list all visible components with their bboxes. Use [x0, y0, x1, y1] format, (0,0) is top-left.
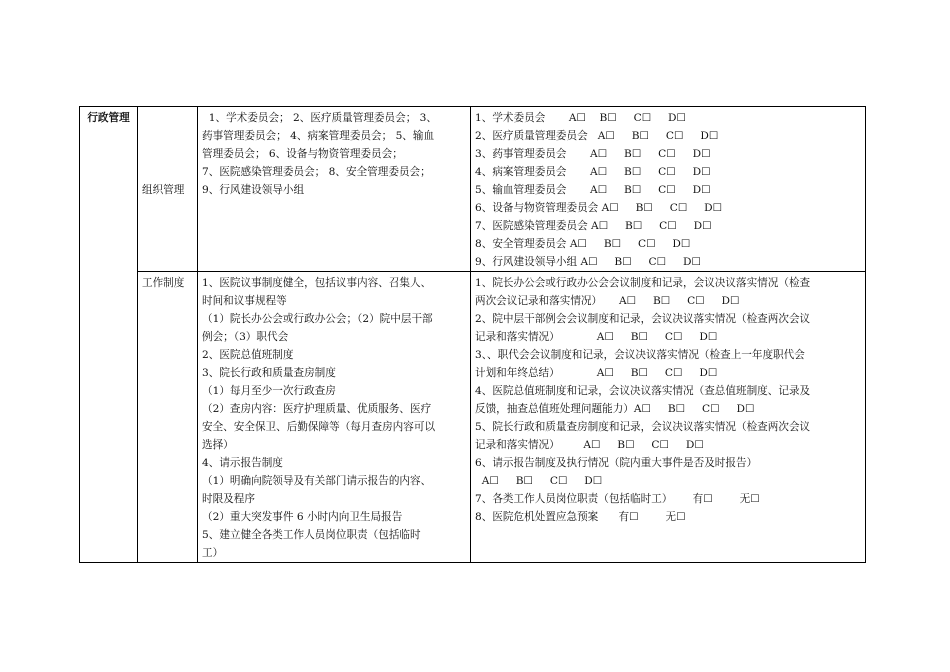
table-row [80, 272, 866, 563]
check-line: 4、病案管理委员会 A☐ B☐ C☐ D☐ [475, 166, 711, 178]
standard-line: 3、院长行政和质量查房制度 [202, 367, 336, 379]
standard-line: 时限及程序 [202, 493, 255, 505]
check-line: 7、各类工作人员岗位职责（包括临时工） 有☐ 无☐ [475, 493, 760, 505]
standard-line: 9、行风建设领导小组 [202, 184, 305, 196]
standard-cell [198, 272, 471, 563]
standard-line: （2）重大突发事件 6 小时内向卫生局报告 [202, 511, 403, 523]
check-line: 2、院中层干部例会会议制度和记录，会议决议落实情况（检查两次会议 [475, 313, 811, 325]
check-line: 5、院长行政和质量查房制度和记录，会议决议落实情况（检查两次会议 [475, 421, 811, 433]
standard-line: （1）明确向院领导及有关部门请示报告的内容、 [202, 475, 432, 487]
check-line: 1、学术委员会 A☐ B☐ C☐ D☐ [475, 112, 687, 124]
standard-line: 7、医院感染管理委员会； 8、安全管理委员会； [202, 166, 431, 178]
check-line: 6、设备与物资管理委员会 A☐ B☐ C☐ D☐ [475, 202, 723, 214]
standard-line: 1、医院议事制度健全，包括议事内容、召集人、 [202, 277, 432, 289]
check-cell [471, 272, 866, 563]
table-row [80, 107, 866, 272]
subcategory-cell [138, 272, 198, 563]
standard-line: 2、医院总值班制度 [202, 349, 294, 361]
check-line: 3、药事管理委员会 A☐ B☐ C☐ D☐ [475, 148, 711, 160]
standard-line: 时间和议事规程等 [202, 295, 287, 307]
standard-line: 管理委员会； 6、设备与物资管理委员会； [202, 148, 403, 160]
evaluation-table [79, 106, 866, 563]
standard-line: 5、建立健全各类工作人员岗位职责（包括临时 [202, 529, 421, 541]
check-line: 4、医院总值班制度和记录，会议决议落实情况（查总值班制度、记录及 [475, 385, 811, 397]
check-line: 计划和年终总结） A☐ B☐ C☐ D☐ [475, 367, 718, 379]
standard-line: 选择） [202, 439, 234, 451]
check-line: 3、、职代会会议制度和记录，会议决议落实情况（检查上一年度职代会 [475, 349, 805, 361]
check-line: 反馈，抽查总值班处理问题能力）A☐ B☐ C☐ D☐ [475, 403, 755, 415]
standard-line: 例会；（3）职代会 [202, 331, 289, 343]
check-line: 8、医院危机处置应急预案 有☐ 无☐ [475, 511, 686, 523]
subcategory-label: 工作制度 [142, 277, 185, 289]
standard-line: （1）院长办公会或行政办公会；（2）院中层干部 [202, 313, 433, 325]
check-line: 5、输血管理委员会 A☐ B☐ C☐ D☐ [475, 184, 711, 196]
standard-line: 1、学术委员会； 2、医疗质量管理委员会； 3、 [202, 112, 437, 124]
standard-line: 药事管理委员会； 4、病案管理委员会； 5、输血 [202, 130, 435, 142]
category-cell [80, 107, 138, 563]
standard-line: 工） [202, 547, 224, 559]
category-label: 行政管理 [87, 112, 130, 124]
check-line: 8、安全管理委员会 A☐ B☐ C☐ D☐ [475, 238, 691, 250]
standard-line: （1）每月至少一次行政查房 [202, 385, 336, 397]
standard-line: 4、请示报告制度 [202, 457, 283, 469]
check-line: 1、院长办公会或行政办公会会议制度和记录，会议决议落实情况（检查 [475, 277, 811, 289]
check-line: 7、医院感染管理委员会 A☐ B☐ C☐ D☐ [475, 220, 712, 232]
subcategory-label: 组织管理 [142, 184, 185, 196]
standard-line: 安全、安全保卫、后勤保障等（每月查房内容可以 [202, 421, 436, 433]
check-line: 记录和落实情况） A☐ B☐ C☐ D☐ [475, 439, 704, 451]
standard-line: （2）查房内容：医疗护理质量、优质服务、医疗 [202, 403, 432, 415]
check-line: A☐ B☐ C☐ D☐ [475, 475, 603, 487]
check-line: 记录和落实情况） A☐ B☐ C☐ D☐ [475, 331, 718, 343]
check-line: 6、请示报告制度及执行情况（院内重大事件是否及时报告） [475, 457, 758, 469]
check-line: 两次会议记录和落实情况） A☐ B☐ C☐ D☐ [475, 295, 740, 307]
check-line: 9、行风建设领导小组 A☐ B☐ C☐ D☐ [475, 256, 701, 268]
subcategory-cell [138, 107, 198, 272]
check-cell [471, 107, 866, 272]
check-line: 2、医疗质量管理委员会 A☐ B☐ C☐ D☐ [475, 130, 719, 142]
standard-cell [198, 107, 471, 272]
